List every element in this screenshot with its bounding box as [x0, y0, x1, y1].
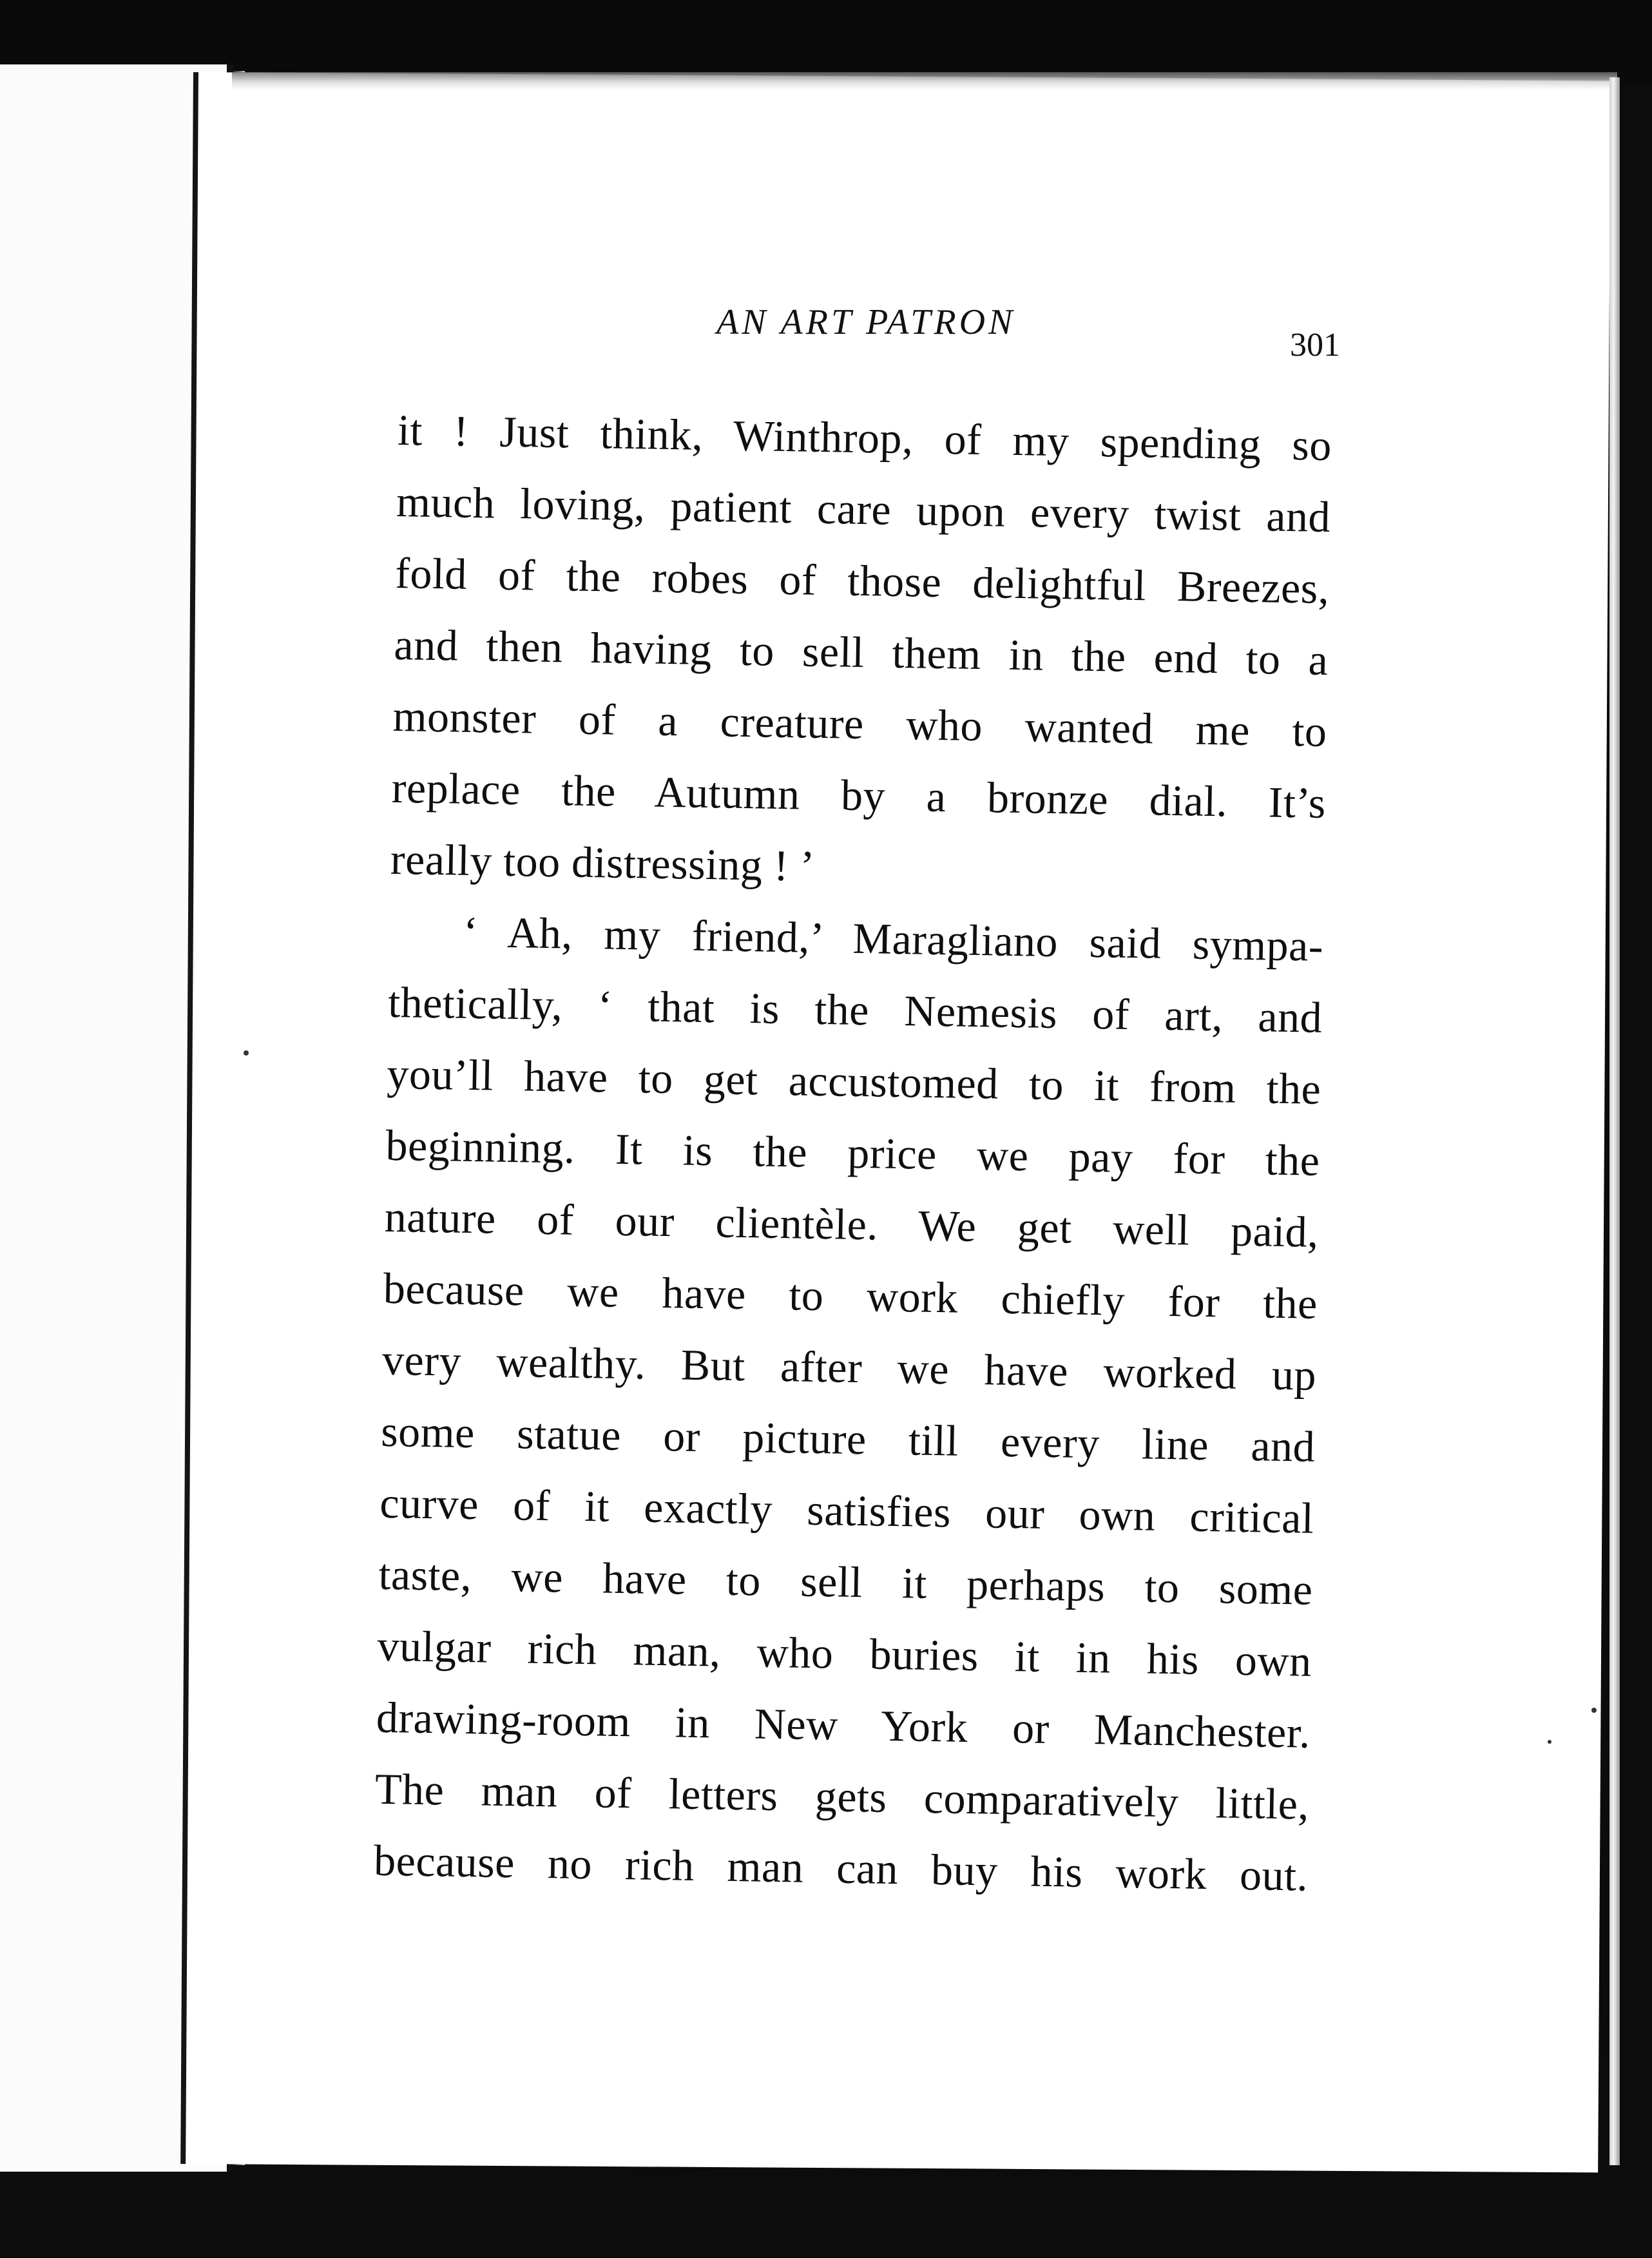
- text-line: nature of our clientèle. We get well paid,: [384, 1192, 1320, 1257]
- page-top-edge: [232, 72, 1617, 89]
- scan-speck: [1591, 1708, 1597, 1713]
- running-head: AN ART PATRON: [716, 302, 1016, 342]
- text-line: fold of the robes of those delightful Breezes,: [394, 548, 1330, 613]
- scan-speck: [1548, 1740, 1551, 1744]
- text-line: it ! Just think, Winthrop, of my spending so: [397, 405, 1332, 470]
- text-line: thetically, ‘ that is the Nemesis of art, and: [387, 977, 1323, 1042]
- text-line: much loving, patient care upon every twist and: [396, 476, 1331, 542]
- text-line: some statue or picture till every line and: [380, 1406, 1316, 1471]
- page-right-edge: [1609, 77, 1620, 2165]
- text-line: beginning. It is the price we pay for the: [385, 1120, 1321, 1185]
- text-line: very wealthy. But after we have worked up: [381, 1335, 1317, 1400]
- text-line: curve of it exactly satisfies our own critical: [379, 1478, 1314, 1543]
- text-line: you’ll have to get accustomed to it from the: [386, 1048, 1321, 1114]
- text-line: monster of a creature who wanted me to: [392, 691, 1328, 756]
- scan-speck: [244, 1050, 249, 1056]
- page-number: 301: [1290, 327, 1340, 363]
- text-line: vulgar rich man, who buries it in his own: [377, 1621, 1312, 1686]
- body-text: [373, 394, 1332, 1912]
- text-line: drawing-room in New York or Manchester.: [376, 1692, 1311, 1757]
- text-line: and then having to sell them in the end to a: [393, 619, 1329, 684]
- text-line: because we have to work chiefly for the: [383, 1263, 1318, 1328]
- text-line: taste, we have to sell it perhaps to some: [378, 1549, 1314, 1614]
- scan-background: [0, 0, 1652, 84]
- text-line: ‘ Ah, my friend,’ Maragliano said sympa-: [463, 907, 1324, 970]
- text-line: really too distressing ! ’: [390, 834, 816, 891]
- text-line: replace the Autumn by a bronze dial. It’s: [391, 762, 1327, 827]
- text-line: because no rich man can buy his work out.: [373, 1835, 1309, 1900]
- text-line: The man of letters gets comparatively little,: [374, 1764, 1310, 1829]
